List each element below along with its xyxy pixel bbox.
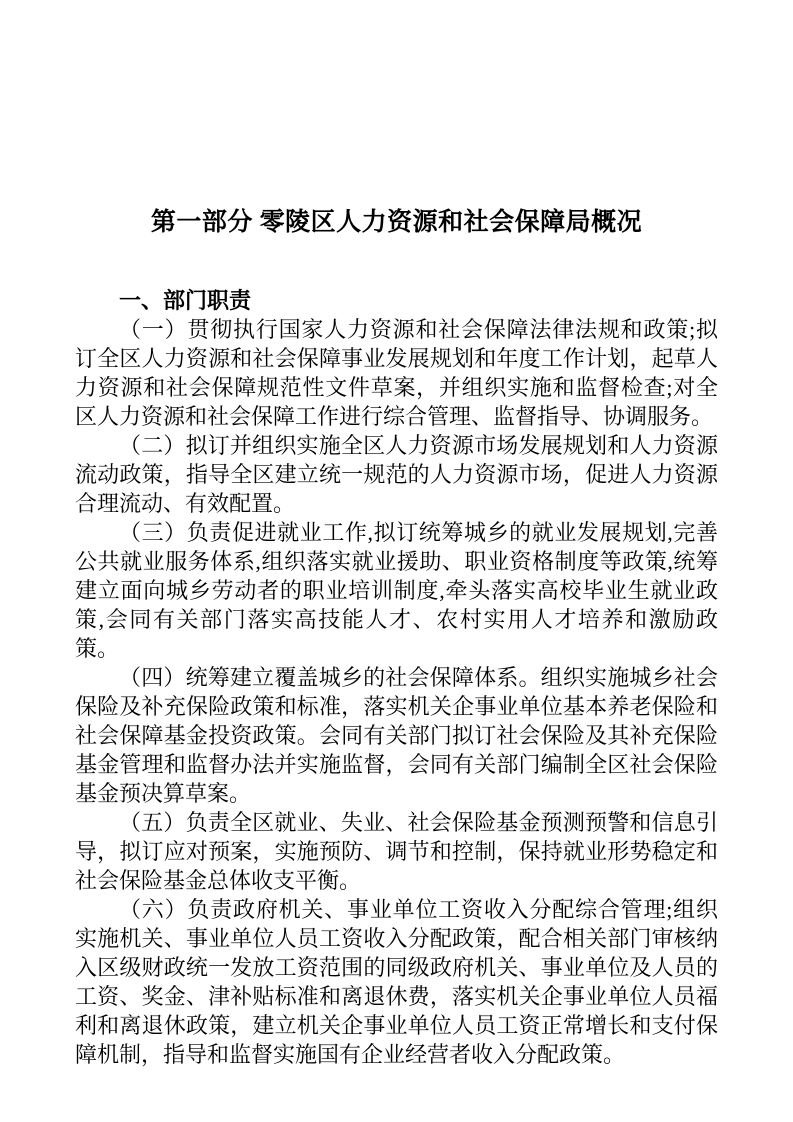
body-paragraph: （二）拟订并组织实施全区人力资源市场发展规划和人力资源流动政策，指导全区建立统一规范的人力资源市场，促进人力资源合理流动、有效配置。	[75, 433, 718, 516]
body-paragraph: （一）贯彻执行国家人力资源和社会保障法律法规和政策;拟订全区人力资源和社会保障事业发展规划和年度工作计划，起草人力资源和社会保障规范性文件草案，并组织实施和监督检查;对全区人力资源和社会保障工作进行综合管理、监督指导、协调服务。	[75, 317, 718, 429]
body-paragraph: （五）负责全区就业、失业、社会保险基金预测预警和信息引导，拟订应对预案，实施预防、调节和控制，保持就业形势稳定和社会保险基金总体收支平衡。	[75, 810, 718, 893]
body-paragraph: （三）负责促进就业工作,拟订统筹城乡的就业发展规划,完善公共就业服务体系,组织落实就业援助、职业资格制度等政策,统筹建立面向城乡劳动者的职业培训制度,牵头落实高校毕业生就业政策,会同有关部门落实高技能人才、农村实用人才培养和激励政策。	[75, 520, 718, 661]
section-heading: 一、部门职责	[119, 288, 252, 313]
body-paragraph: （六）负责政府机关、事业单位工资收入分配综合管理;组织实施机关、事业单位人员工资收入分配政策，配合相关部门审核纳入区级财政统一发放工资范围的同级政府机关、事业单位及人员的工资、奖金、津补贴标准和离退休费，落实机关企事业单位人员福利和离退休政策，建立机关企事业单位人员工资正常增长和支付保障机制，指导和监督实施国有企业经营者收入分配政策。	[75, 897, 718, 1067]
body-paragraph: （四）统筹建立覆盖城乡的社会保障体系。组织实施城乡社会保险及补充保险政策和标准，落实机关企事业单位基本养老保险和社会保障基金投资政策。会同有关部门拟订社会保险及其补充保险基金管理和监督办法并实施监督，会同有关部门编制全区社会保险基金预决算草案。	[75, 665, 718, 806]
document-title: 第一部分 零陵区人力资源和社会保障局概况	[150, 209, 643, 236]
